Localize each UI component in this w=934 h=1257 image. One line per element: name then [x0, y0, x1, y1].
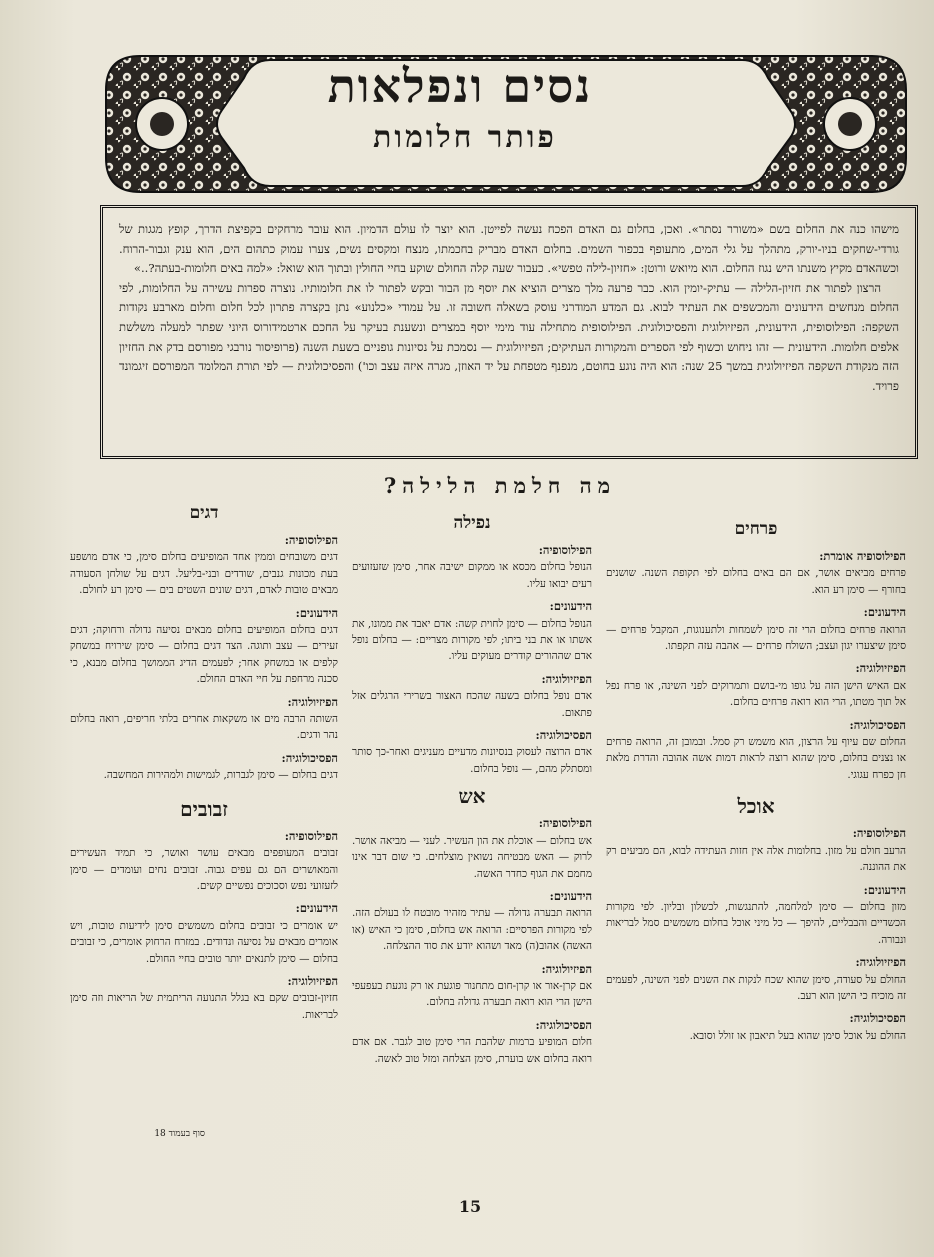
entry-title-flowers: פרחים [734, 519, 778, 539]
entry-text: החולם על אוכל סימן שהוא בעל תיאבון או זולל וסובא. [689, 1029, 906, 1042]
entry-text: מזון בחלום — סימן למלחמה, להתנגשות, לכשלון ובליון. לפי מקורות הכשדיים והבבליים, להיפך — כל מיני אוכל בחלום משמשים סמל לבריאות ונבורה. [606, 900, 906, 946]
entry-text: הרואה תבערה גדולה — עתיר מזהיר מובטח לו בעולם הזה. לפי מקורות הפרסיים: הרואה אש בחלום, סימן כי האיש (או האשה) אהוב(ה) מאד ושהוא יודע את סוד ההצלחה. [352, 907, 592, 953]
entry-text: חלום המופיע ברמות שלהבת הרי סימן טוב לגבר. אם אדם רואה בחלום אש בוערת, סימן הצלחה ומזל טוב לאשה. [352, 1036, 592, 1065]
entry-text: השותה הרבה מים או משקאות אחרים בלתי חריפים, רואה בחלום נהר ודגים. [70, 713, 338, 742]
entry-text: אדם הרוצה לעסוק בנסיונות מדעיים מעניגים ואחר-כך סותר ומסתלק מהם, — נופל בחלום. [352, 746, 592, 775]
subheading-psychology: הפסיכולוגיה: [849, 717, 906, 732]
subheading-philosophy: הפילוסופיה: [284, 533, 338, 547]
subheading-fortune-tellers: הידעונים: [863, 882, 906, 897]
entry-text: החלום שם עיוף על הרצון, הוא משמש רק סמל. ובמובן זה, הרואה פרחים או נצנים בחלום, סימן שהוא רוצה לראות דמות אשה אהובה והדרת מלאת חן כפרח עגוגי. [606, 736, 906, 781]
intro-paragraph-1: מישהו כנה את החלום בשם «משורר נסתר». ואכן, בחלום גם האדם הפכח נעשה לפייטן. הוא יוצר לו עולם הדמיון. הוא עובר מרחקים בקפיצת הדרך, קופץ מגגות של גורדי-שחקים בניו-יורק, מתהלך על גלי המים, מתעופף בכפור השמים. בחלום האדם מבריק בחכמתו, מנצח ומקסים נשים, צערו עמוק כתהום הים, הוא ענק וגבור-הרוח. וכשהאדם מקיץ משנתו היש נגוז החלום. הוא מיואש ורוטן: «חזיון-לילה טפשי». כעבור שעה קלה החולם שוקע בחיי החולין ובתוך הוא שואל: «למה באים חלומות-בעתה?..» [119, 222, 899, 276]
column-middle [352, 510, 592, 1170]
entry-text: הנופל בחלום — סימן לחוית קשה: אדם יאבד את ממונו, את אשתו או את בני ביתו; לפי מקורות מצריים: — בחלום נופל אדם שההורים קודרים מעוקים עליו. [352, 617, 592, 663]
subheading-psychology: הפסיכולוגיה: [535, 728, 592, 743]
subheading-physiology: הפיזיולוגיה: [287, 694, 338, 709]
entry-text: הנופל בחלום מכסא או ממקום ישיבה אחר, סימן שזעזועים רעים יבואו עליו. [352, 561, 592, 590]
entry-text: הרואה פרחים בחלום הרי זה סימן לשמחות ולתענוגות, המקבל פרחים — סימן שיצערו יגון ועצב; השולח פרחים — אהבה עזה תקפתו. [606, 623, 906, 653]
entry-title-flies: זבובים [180, 796, 228, 821]
subheading-physiology: הפיזיולוגיה: [287, 973, 338, 988]
subheading-philosophy: הפילוסופיה: [538, 816, 592, 831]
column-left [70, 500, 338, 1180]
page-number: 15 [458, 1197, 482, 1216]
entry-title-falling: נפילה [453, 513, 491, 533]
section-heading: מה חלמת הלילה? [383, 473, 617, 498]
subheading-physiology: הפיזיולוגיה: [541, 961, 592, 976]
page-title: נסים ונפלאות [327, 59, 593, 113]
entry-text: דגים בחלום — סימן לגברות, לגמישות ולמהירות המחשבה. [103, 769, 338, 782]
subheading-fortune-tellers: הידעונים: [549, 599, 592, 614]
entry-title-fire: אש [458, 784, 486, 809]
intro-box [100, 205, 918, 459]
subheading-fortune-tellers: הידעונים: [549, 888, 592, 903]
subheading-fortune-tellers: הידעונים: [295, 605, 338, 620]
entry-title-food: אוכל [737, 794, 775, 819]
subheading-psychology: הפסיכולוגיה: [849, 1011, 906, 1026]
subheading-fortune-tellers: הידעונים: [295, 901, 338, 916]
subheading-fortune-tellers: הידעונים: [863, 605, 906, 620]
entry-text: אדם נופל בחלום בשעה שהכח האצור בשרירי הרגלים אזל פתאום. [352, 690, 592, 719]
subheading-physiology: הפיזיולוגיה: [855, 955, 906, 970]
entry-text: הרעב חולם על מזון. בחלומות אלה אין חזות העתידה לבוא, הם מביעים רק את ההוננה. [606, 844, 906, 874]
entry-title-fish: דגים [189, 503, 219, 523]
entry-text: יש אומרים כי זבובים בחלום משמשים סימן לידיעות טובות, ויש אומרים מבאים על נסיעה ונדודים. במזרח הרחוק אומרים, כי זבובים בחלום — סימן לתנאים יותר טובים בחיי החולם. [70, 919, 338, 965]
entry-text: חזיון-זבובים שקם בא בגלל התנועה הריתמית של הריאות וזה סימן לבריאות. [70, 992, 338, 1021]
intro-paragraph-2: הרצון לפתור את חזיון-הלילה — עתיק-יומין הוא. כבר פרעה מלך מצרים הוציא את יוסף מן הבור ובקש לפתור לו את חלומותיו. נוצרה ספרות עשירה על החלומות, לפי החלום מנחשים הידעונים והמכשפים את העתיד לבוא. גם המדע המודרני עוסק בשאלה חשובה זו. על עמודי «כלנוע» נתן בקצרה פתרון לכל חלום וחלום מארבע נקודות השקפה: הפילוסופית, הידעונית, הפיזיולוגית והפסיכולוגית. הפילוסופית מתחילה עוד מימי יוסף במצרים ונשענת בעיקר על החכם ארטמידורוס היוני שפתר למעלה משלשת אלפים חלומות. הידעונית — זהו ניחוש וכשוף לפי הספרים והמקורות העתיקים; הפיזיולוגית — נסמכת על נסיונות גופניים בשעת השנה (פרופיסור נורבגי מפורסם בדק את החזיון הזה מנקודת השקפה הפיזיולוגית במשך 25 שנה: הוא היה נוגע בחוטם, מנפנף מטפחת על יד האוזן, מגרה איזה עצב וכו') והפסיכולוגית — לפי תורת המלומד המפורסם זיגמונד פרויד. [119, 280, 899, 393]
entry-text: אש בחלום — אוכלת את הון העשיר. לעני — מביאה אושר. לרוק — האש מבטיחה נשואין מוצלחים. כי שום דבר אינו מחמם את הגוף כחדר האשה. [352, 834, 592, 880]
subheading-philosophy: הפילוסופיה: [852, 826, 906, 841]
entry-text: אם קרן-אור או קרן-חום מתחנור פוגעת או רק נוגעת בעפעפי הישן הרי הוא רואה תבערה גדולה בחלום. [352, 979, 592, 1009]
subheading-physiology: הפיזיולוגיה: [855, 661, 906, 676]
entry-text: החולם על סעודה, סימן שהוא שכח לנקות את השנים לפני השינה, לפעמים זה מוכיח כי הישן הוא רעב. [606, 973, 906, 1002]
page-subtitle: פותר חלומות [373, 120, 557, 155]
entry-text: דגים בחלום המופיעים בחלום מבאים נסיעה גדולה ורחוקה; דגים זעירים — עצב ותוגה. הצד דגים בחלום — סימן שירויח במשחק קלפים או במשחק אחר; לפעמים הדיג הממושך בחלום מבנא, כי סכנה מרחפת על חיי האדם החולם. [70, 624, 338, 686]
entry-text: אם האיש הישן הזה על גופו מי-בושם ותמרוקים לפני השינה, או פרח נפל אל תוך מטתו, הרי הוא רואה פרחים בחלום. [606, 679, 906, 709]
subheading-philosophy: הפילוסופיה אומרת: [819, 549, 906, 563]
entry-text: דגים משובחים וממין אחד המופיעים בחלום סימן, כי אדם מושפע בעת מכונות גנבים, שודדים ובני-בליעל. דגים על שולחן הסעודה מבאים טובות לאדם, דגים שונים השטים בים — סימן רע לחולם. [70, 551, 338, 597]
subheading-psychology: הפסיכולוגיה: [281, 750, 338, 765]
subheading-physiology: הפיזיולוגיה: [541, 671, 592, 686]
column-right [606, 516, 906, 1176]
subheading-philosophy: הפילוסופיה: [538, 543, 592, 557]
subheading-philosophy: הפילוסופיה: [284, 828, 338, 843]
continued-note: סוף בעמוד 18 [154, 1129, 205, 1139]
subheading-psychology: הפסיכולוגיה: [535, 1017, 592, 1032]
entry-text: זבובים המעופפים מבאים עושר ואושר, כי תמיד העשירים והמאושרים הם גם עפים גבוה. זבובים נחים ועומדים — סימן לזעזועי נפש וסכוכים נפשיים קשים. [70, 847, 338, 892]
entry-text: פרחים מביאים אושר, אם הם באים בחלום לפי תקופת השנה. שושנים בחורף — סימן רע הוא. [606, 567, 906, 596]
